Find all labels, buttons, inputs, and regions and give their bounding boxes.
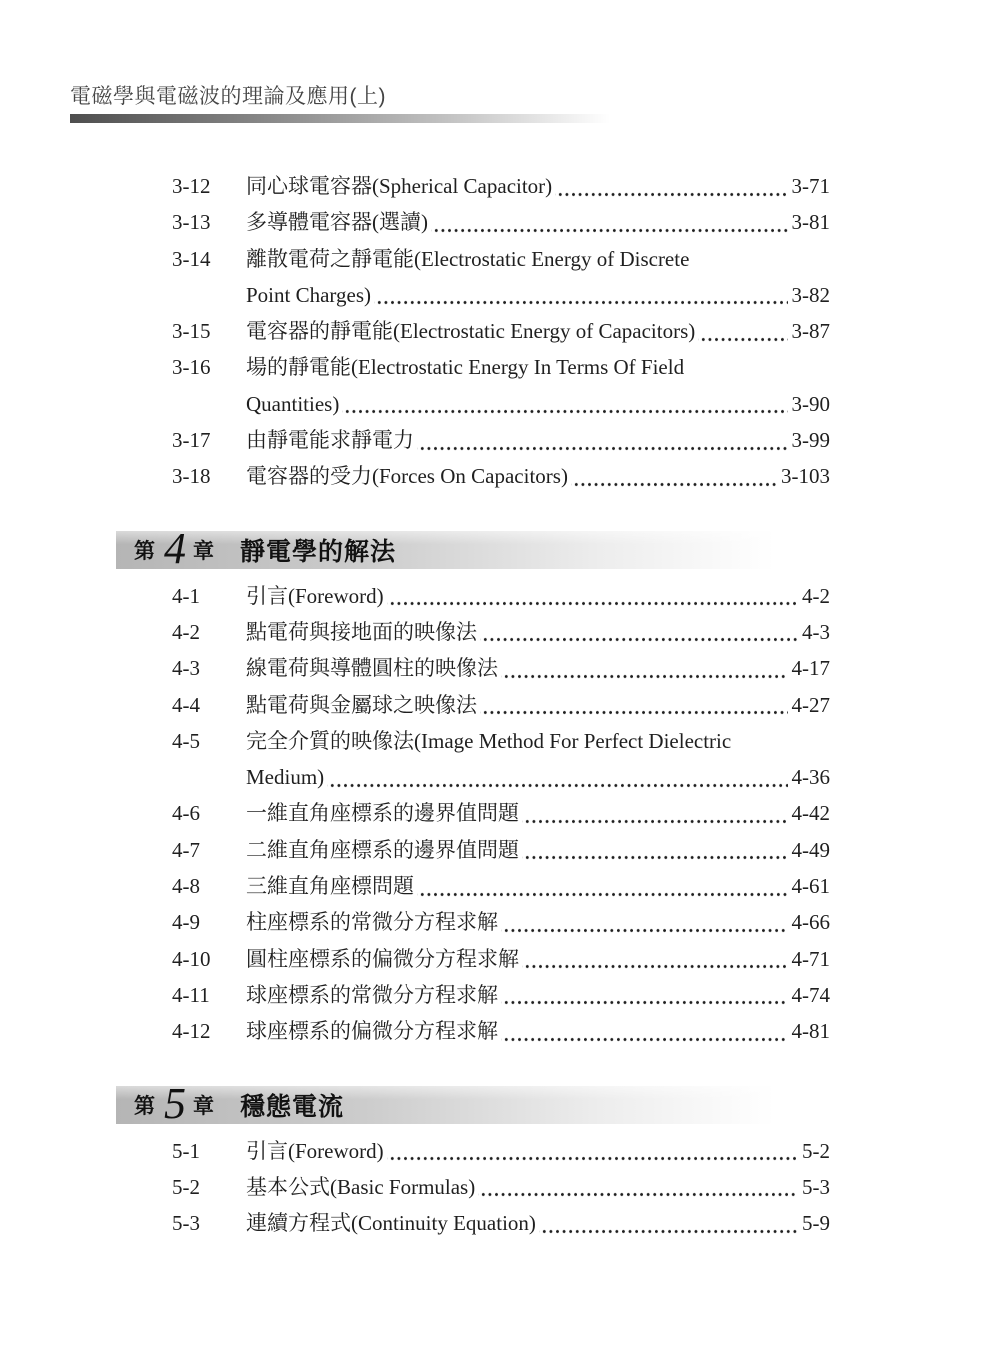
- entry-page-number: 4-17: [791, 656, 830, 681]
- toc-entry-line: [172, 168, 830, 204]
- entry-page-number: 3-71: [791, 174, 830, 198]
- chapter-heading-bar: [116, 523, 788, 573]
- entry-page-number: 4-71: [791, 946, 830, 971]
- entry-number: 4-3: [172, 656, 200, 681]
- chapter-heading-bar: [116, 1078, 788, 1128]
- toc-entry-line: [172, 832, 830, 868]
- entry-page-number: 4-61: [791, 874, 830, 899]
- toc-entry-line: [172, 422, 830, 458]
- entry-title: 完全介質的映像法(Image Method For Perfect Dielectric: [246, 728, 732, 753]
- entry-number: 4-9: [172, 910, 200, 935]
- entry-number: 4-5: [172, 728, 200, 753]
- toc-entry-line: [172, 941, 830, 977]
- entry-title: 點電荷與金屬球之映像法: [246, 692, 477, 717]
- toc-entry-line: [172, 723, 830, 759]
- entry-page-number: 4-27: [791, 692, 830, 717]
- entry-page-number: 4-74: [791, 982, 830, 1007]
- toc-entry-line: [172, 1133, 830, 1169]
- toc-entry-line: [172, 386, 830, 422]
- toc-entry-line: [172, 977, 830, 1013]
- toc-entry-list: [172, 1133, 830, 1242]
- entry-title: 三維直角座標問題: [246, 874, 414, 899]
- toc-section: [134, 523, 830, 1050]
- entry-title: 引言(Foreword): [246, 583, 384, 608]
- entry-number: 3-17: [172, 428, 211, 453]
- entry-page-number: 4-49: [791, 837, 830, 862]
- dot-leader: [555, 168, 787, 204]
- entry-page-number: 3-82: [791, 282, 830, 307]
- toc-entry-line: [172, 241, 830, 277]
- entry-title: 連續方程式(Continuity Equation): [246, 1211, 536, 1236]
- dot-leader: [417, 422, 788, 458]
- dot-leader: [522, 941, 788, 977]
- entry-page-number: 3-87: [791, 319, 830, 344]
- toc-entry-line: [172, 1013, 830, 1049]
- toc-entry-line: [172, 349, 830, 385]
- dot-leader: [501, 977, 788, 1013]
- toc-entry-line: [172, 650, 830, 686]
- entry-page-number: 4-42: [791, 801, 830, 826]
- toc-entry-line: [172, 904, 830, 940]
- chapter-suffix: 章: [193, 539, 214, 563]
- entry-number: 3-16: [172, 355, 211, 380]
- entry-title: 離散電荷之靜電能(Electrostatic Energy of Discrete: [246, 246, 690, 271]
- dot-leader: [480, 614, 798, 650]
- entry-number: 4-1: [172, 583, 200, 608]
- entry-number: 5-1: [172, 1138, 200, 1163]
- entry-title: 二維直角座標系的邊界值問題: [246, 837, 519, 862]
- entry-title: 球座標系的偏微分方程求解: [246, 1019, 498, 1044]
- entry-page-number: 4-66: [791, 910, 830, 935]
- entry-title: 電容器的受力(Forces On Capacitors): [246, 464, 568, 489]
- entry-title: 點電荷與接地面的映像法: [246, 619, 477, 644]
- entry-number: 3-12: [172, 174, 211, 198]
- toc-entry-line: [172, 795, 830, 831]
- toc-entry-line: [172, 578, 830, 614]
- entry-title: 由靜電能求靜電力: [246, 428, 414, 453]
- running-head: [70, 85, 610, 123]
- chapter-suffix: 章: [193, 1094, 214, 1118]
- chapter-title: 穩態電流: [240, 1092, 345, 1121]
- entry-number: 4-6: [172, 801, 200, 826]
- toc: [134, 124, 830, 1241]
- entry-title: 線電荷與導體圓柱的映像法: [246, 656, 498, 681]
- entry-page-number: 4-81: [791, 1019, 830, 1044]
- toc-entry-line: [172, 687, 830, 723]
- dot-leader: [501, 1013, 788, 1049]
- entry-page-number: 4-36: [791, 765, 830, 790]
- toc-entry-line: [172, 1169, 830, 1205]
- dot-leader: [480, 687, 788, 723]
- header-gradient-rule: [70, 114, 610, 123]
- book-title: 電磁學與電磁波的理論及應用(上): [70, 85, 386, 108]
- dot-leader: [387, 1133, 798, 1169]
- entry-number: 3-15: [172, 319, 211, 344]
- dot-leader: [374, 277, 787, 313]
- toc-section: [172, 168, 830, 495]
- chapter-number: 5: [164, 1078, 186, 1128]
- entry-page-number: 5-3: [802, 1174, 830, 1199]
- dot-leader: [417, 868, 788, 904]
- dot-leader: [522, 795, 788, 831]
- entry-page-number: 5-2: [802, 1138, 830, 1163]
- entry-title: 同心球電容器(Spherical Capacitor): [246, 174, 553, 198]
- dot-leader: [539, 1205, 798, 1241]
- toc-entry-line: [172, 1205, 830, 1241]
- toc-entry-line: [172, 458, 830, 494]
- entry-number: 3-13: [172, 210, 211, 235]
- dot-leader: [327, 759, 787, 795]
- entry-title: 引言(Foreword): [246, 1138, 384, 1163]
- entry-number: 3-18: [172, 464, 211, 489]
- entry-number: [172, 759, 246, 795]
- entry-number: 4-4: [172, 692, 200, 717]
- entry-page-number: 4-2: [802, 583, 830, 608]
- toc-entry-line: [172, 313, 830, 349]
- entry-title: 場的靜電能(Electrostatic Energy In Terms Of Field: [246, 355, 685, 380]
- entry-number: 4-8: [172, 874, 200, 899]
- chapter-prefix: 第: [134, 1094, 155, 1118]
- dot-leader: [387, 578, 798, 614]
- entry-page-number: 4-3: [802, 619, 830, 644]
- toc-entry-line: [172, 204, 830, 240]
- dot-leader: [478, 1169, 798, 1205]
- entry-title: 柱座標系的常微分方程求解: [246, 910, 498, 935]
- chapter-title: 靜電學的解法: [240, 537, 397, 566]
- entry-title: Quantities): [246, 391, 340, 416]
- entry-number: 4-10: [172, 946, 211, 971]
- entry-page-number: 3-90: [791, 391, 830, 416]
- toc-entry-list: [172, 168, 830, 495]
- entry-title: 一維直角座標系的邊界值問題: [246, 801, 519, 826]
- entry-number: 5-2: [172, 1174, 200, 1199]
- dot-leader: [571, 458, 777, 494]
- entry-page-number: 3-81: [791, 210, 830, 235]
- entry-number: 4-7: [172, 837, 200, 862]
- entry-title: 電容器的靜電能(Electrostatic Energy of Capacitors): [246, 319, 696, 344]
- entry-number: [172, 386, 246, 422]
- chapter-prefix: 第: [134, 539, 155, 563]
- entry-number: [172, 277, 246, 313]
- toc-entry-line: [172, 614, 830, 650]
- dot-leader: [431, 204, 788, 240]
- entry-title: 球座標系的常微分方程求解: [246, 982, 498, 1007]
- entry-page-number: 3-103: [781, 464, 830, 489]
- toc-entry-line: [172, 759, 830, 795]
- toc-entry-line: [172, 868, 830, 904]
- entry-page-number: 3-99: [791, 428, 830, 453]
- dot-leader: [342, 386, 787, 422]
- toc-entry-line: [172, 277, 830, 313]
- entry-title: 基本公式(Basic Formulas): [246, 1174, 476, 1199]
- entry-number: 3-14: [172, 246, 211, 271]
- toc-entry-list: [172, 578, 830, 1050]
- entry-title: 圓柱座標系的偏微分方程求解: [246, 946, 519, 971]
- chapter-number: 4: [164, 523, 186, 573]
- entry-number: 4-12: [172, 1019, 211, 1044]
- entry-number: 5-3: [172, 1211, 200, 1236]
- toc-section: [134, 1078, 830, 1242]
- dot-leader: [522, 832, 788, 868]
- dot-leader: [501, 650, 788, 686]
- entry-title: Medium): [246, 765, 325, 790]
- entry-number: 4-11: [172, 982, 210, 1007]
- dot-leader: [501, 904, 788, 940]
- entry-number: 4-2: [172, 619, 200, 644]
- entry-title: 多導體電容器(選讀): [246, 210, 428, 235]
- entry-page-number: 5-9: [802, 1211, 830, 1236]
- entry-title: Point Charges): [246, 282, 372, 307]
- dot-leader: [698, 313, 787, 349]
